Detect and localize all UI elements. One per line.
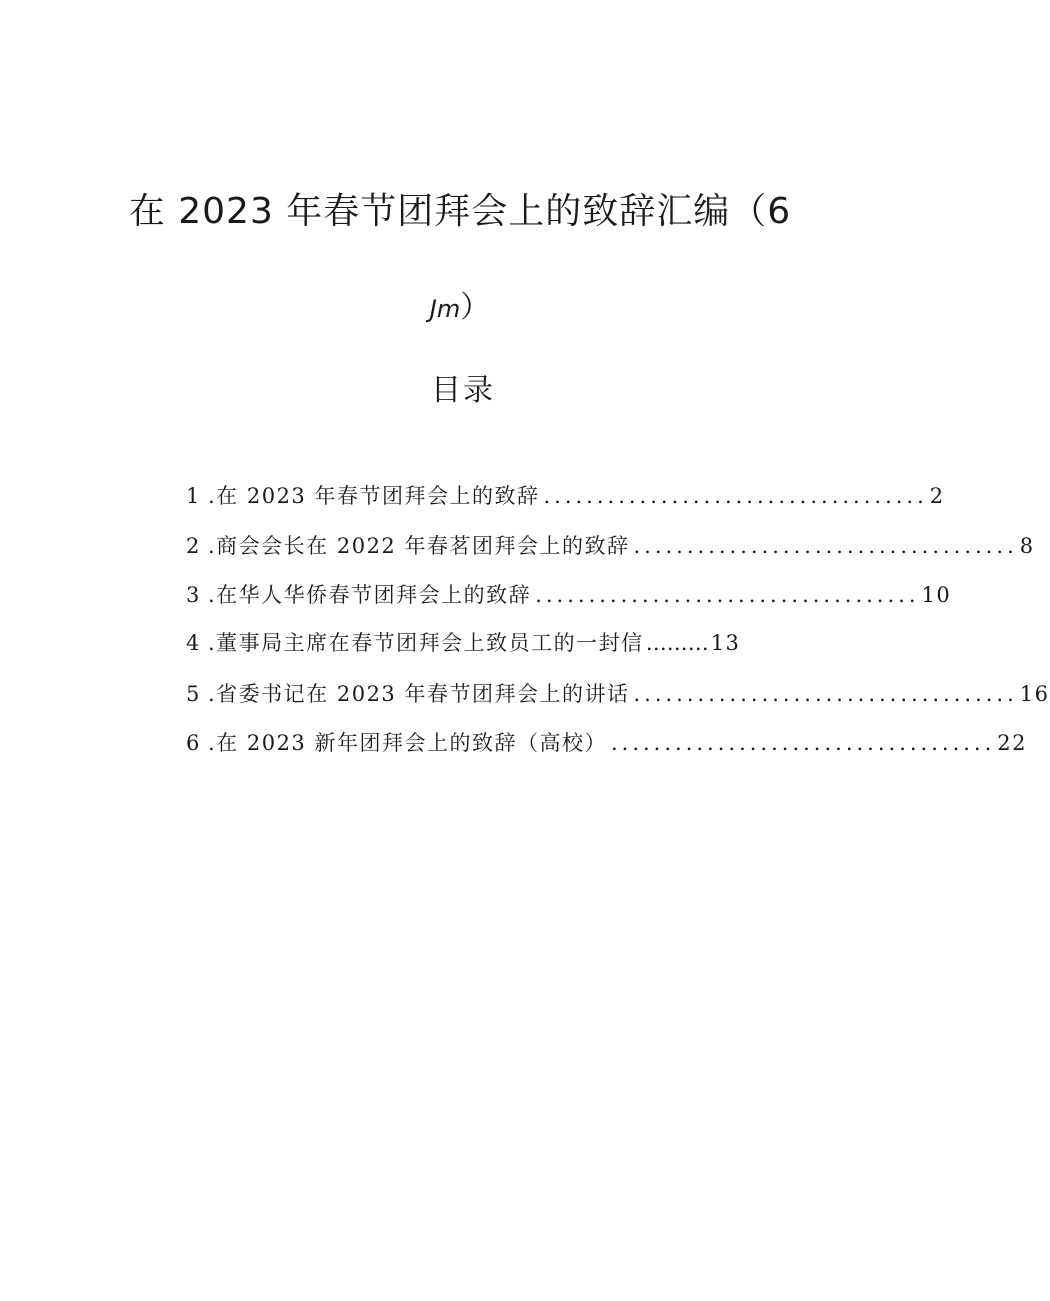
table-of-contents — [186, 0, 1050, 1301]
toc-leader-dots: .................................... — [543, 484, 928, 508]
toc-entry-title: .商会会长在 2022 年春茗团拜会上的致辞 — [208, 534, 630, 558]
title-fragment: Jm — [429, 295, 461, 323]
toc-leader-dots: ……… — [645, 631, 709, 655]
toc-entry-number: 5 — [186, 682, 201, 706]
toc-entry-page: 10 — [921, 583, 952, 607]
toc-entry[interactable] — [186, 727, 1028, 757]
toc-leader-dots: .................................... — [633, 682, 1018, 706]
toc-entry-page: 8 — [1019, 534, 1035, 558]
toc-entry[interactable] — [186, 678, 1050, 708]
toc-entry[interactable] — [186, 579, 952, 609]
toc-entry[interactable] — [186, 480, 945, 510]
toc-entry[interactable] — [186, 530, 1035, 560]
toc-leader-dots: .................................... — [633, 534, 1018, 558]
toc-entry-number: 3 — [186, 583, 201, 607]
toc-entry-number: 4 — [186, 631, 201, 655]
toc-entry-title: .董事局主席在春节团拜会上致员工的一封信 — [208, 631, 644, 655]
toc-entry[interactable] — [186, 627, 776, 657]
toc-leader-dots: .................................... — [610, 731, 996, 755]
toc-entry-page: 2 — [929, 484, 945, 508]
toc-leader-dots: .................................... — [535, 583, 920, 607]
toc-entry-title: .在 2023 年春节团拜会上的致辞 — [208, 484, 540, 508]
toc-entry-page: 16 — [1019, 682, 1050, 706]
toc-entry-page: 22 — [997, 731, 1028, 755]
title-close-paren: ） — [460, 290, 491, 325]
toc-entry-number: 6 — [186, 731, 201, 755]
toc-entry-title: .在华人华侨春节团拜会上的致辞 — [208, 583, 532, 607]
toc-entry-number: 2 — [186, 534, 201, 558]
toc-entry-title: .省委书记在 2023 年春节团拜会上的讲话 — [208, 682, 630, 706]
toc-heading: 目录 — [431, 373, 495, 408]
document-title: 在 2023 年春节团拜会上的致辞汇编（6 — [128, 191, 792, 232]
toc-entry-number: 1 — [186, 484, 201, 508]
toc-entry-title: .在 2023 新年团拜会上的致辞（高校） — [208, 731, 607, 755]
toc-entry-page: 13 — [710, 631, 741, 655]
